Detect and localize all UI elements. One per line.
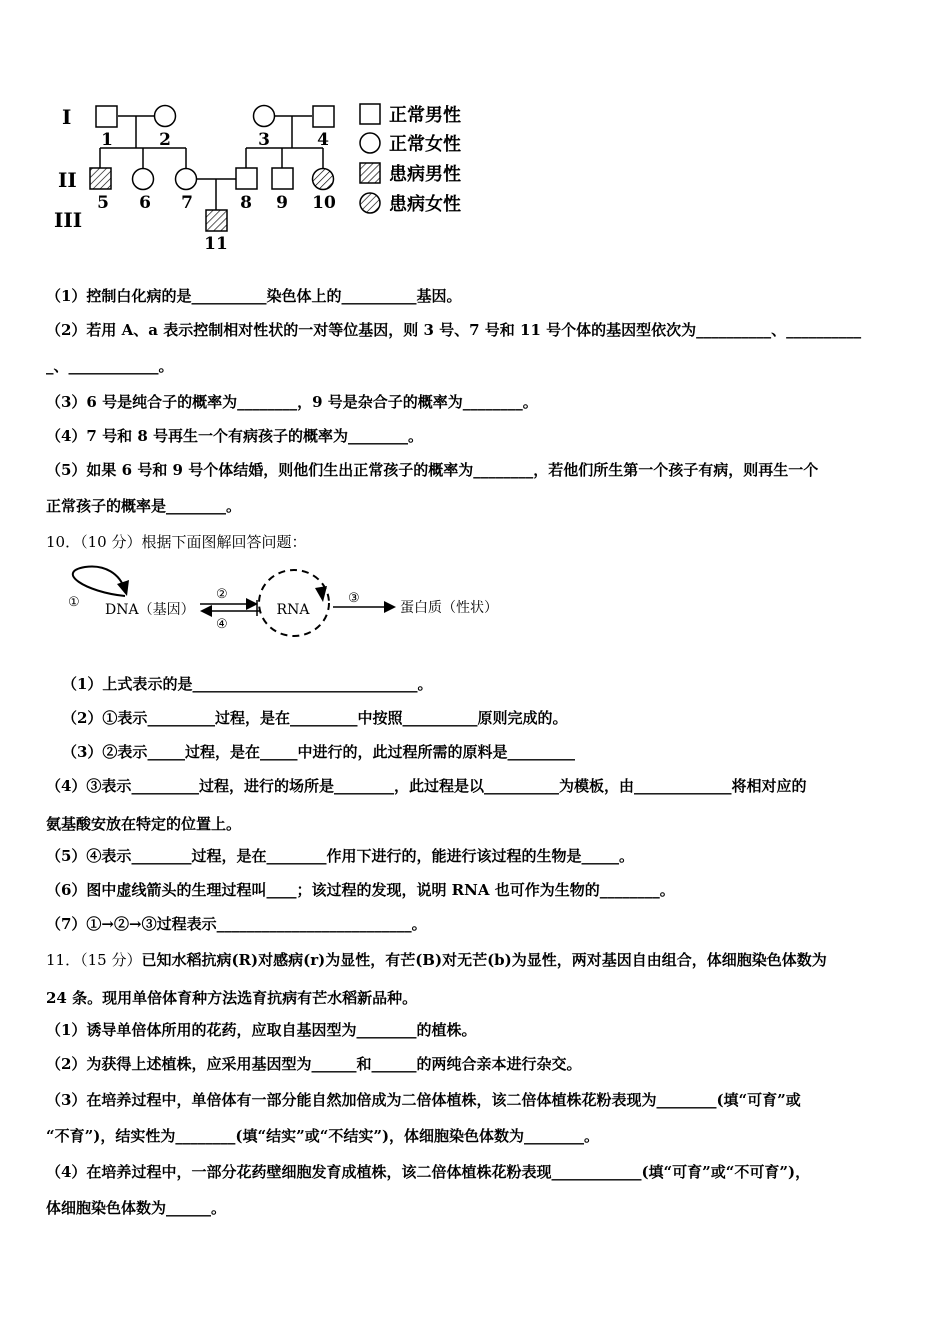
process-label-2: ② (216, 587, 228, 602)
q10-header: 10．（10 分）根据下面图解回答问题： (46, 533, 307, 551)
q10-line-3: （3）②表示_____过程，是在_____中进行的，此过程所需的原料是_________ (62, 743, 575, 761)
legend-label: 患病男性 (389, 164, 461, 185)
pedigree-individual-11 (206, 210, 227, 231)
q11-line-8: 体细胞染色体数为______。 (46, 1199, 227, 1217)
q10-line-4: （4）③表示_________过程，进行的场所是________，此过程是以__________为模板，由_____________将相对应的 (46, 777, 807, 795)
q11-line-6: “不育”)，结实性为________(填“结实”或“不结实”)，体细胞染色体数为________。 (46, 1127, 600, 1145)
q9-line-6: （5）如果 6 号和 9 号个体结婚，则他们生出正常孩子的概率为________，若他们所生第一个孩子有病，则再生一个 (46, 461, 819, 479)
q10-line-5: 氨基酸安放在特定的位置上。 (46, 815, 242, 833)
individual-number: 8 (240, 193, 252, 213)
pedigree-individual-1 (96, 106, 117, 127)
pedigree-individual-2 (155, 106, 176, 127)
individual-number: 11 (204, 234, 228, 254)
individual-number: 10 (312, 193, 336, 213)
legend-normal-male-icon (360, 104, 380, 124)
legend-label: 正常女性 (389, 134, 461, 155)
generation-label: II (58, 168, 77, 192)
q9-line-3: _、____________。 (46, 357, 174, 375)
individual-number: 3 (258, 130, 270, 150)
central-dogma-diagram (55, 562, 515, 642)
q9-line-7: 正常孩子的概率是________。 (46, 497, 242, 515)
individual-number: 6 (139, 193, 151, 213)
rna-label: RNA (276, 602, 310, 618)
q10-line-8: （7）①→②→③过程表示__________________________。 (46, 915, 427, 933)
q9-line-5: （4）7 号和 8 号再生一个有病孩子的概率为________。 (46, 427, 423, 445)
dna-label: DNA（基因） (105, 602, 195, 618)
legend-label: 患病女性 (389, 194, 461, 215)
q11-line-5: （3）在培养过程中，单倍体有一部分能自然加倍成为二倍体植株，该二倍体植株花粉表现为________(填“可育”或 (46, 1091, 801, 1109)
pedigree-individual-5 (90, 168, 111, 189)
legend-label: 正常男性 (389, 105, 461, 126)
individual-number: 7 (181, 193, 193, 213)
individual-number: 2 (159, 130, 171, 150)
q10-line-1: （1）上式表示的是______________________________。 (62, 675, 433, 693)
q10-line-6: （5）④表示________过程，是在________作用下进行的，能进行该过程的生物是_____。 (46, 847, 634, 865)
protein-label: 蛋白质（性状） (400, 600, 498, 616)
pedigree-individual-9 (272, 168, 293, 189)
pedigree-individual-7 (176, 169, 197, 190)
individual-number: 5 (97, 193, 109, 213)
individual-number: 1 (101, 130, 113, 150)
legend-affected-female-icon (360, 193, 380, 213)
pedigree-individual-3 (254, 106, 275, 127)
q9-line-1: （1）控制白化病的是__________染色体上的__________基因。 (46, 287, 462, 305)
pedigree-chart (50, 90, 490, 260)
q9-line-2: （2）若用 A、a 表示控制相对性状的一对等位基因，则 3 号、7 号和 11 号个体的基因型依次为__________、__________ (46, 321, 862, 339)
q10-line-2: （2）①表示_________过程，是在_________中按照__________原则完成的。 (62, 709, 568, 727)
process-label-3: ③ (348, 591, 360, 606)
q11-header: 11．（15 分） (46, 951, 142, 969)
pedigree-individual-4 (313, 106, 334, 127)
q11-stem-1: 已知水稻抗病(R)对感病(r)为显性，有芒(B)对无芒(b)为显性，两对基因自由组合，体细胞染色体数为 (141, 951, 827, 969)
replication-arrow (73, 566, 125, 596)
q11-line-2: 24 条。现用单倍体育种方法选育抗病有芒水稻新品种。 (46, 989, 418, 1007)
legend-affected-male-icon (360, 163, 380, 183)
q9-line-4: （3）6 号是纯合子的概率为________，9 号是杂合子的概率为________。 (46, 393, 538, 411)
q11-line-3: （1）诱导单倍体所用的花药，应取自基因型为________的植株。 (46, 1021, 477, 1039)
pedigree-individual-6 (133, 169, 154, 190)
pedigree-individual-8 (236, 168, 257, 189)
legend-normal-female-icon (360, 133, 380, 153)
generation-label: I (62, 105, 72, 129)
individual-number: 4 (317, 130, 329, 150)
pedigree-individual-10 (313, 169, 334, 190)
q11-line-7: （4）在培养过程中，一部分花药壁细胞发育成植株，该二倍体植株花粉表现____________(填“可育”或“不可育”)， (46, 1163, 811, 1181)
q11-line-1 (46, 950, 827, 970)
q10-line-7: （6）图中虚线箭头的生理过程叫____；该过程的发现，说明 RNA 也可作为生物的________。 (46, 881, 675, 899)
individual-number: 9 (276, 193, 288, 213)
process-label-1: ① (68, 595, 80, 610)
generation-label: III (54, 208, 83, 232)
q11-line-4: （2）为获得上述植株，应采用基因型为______和______的两纯合亲本进行杂交。 (46, 1055, 582, 1073)
process-label-4: ④ (216, 617, 228, 632)
